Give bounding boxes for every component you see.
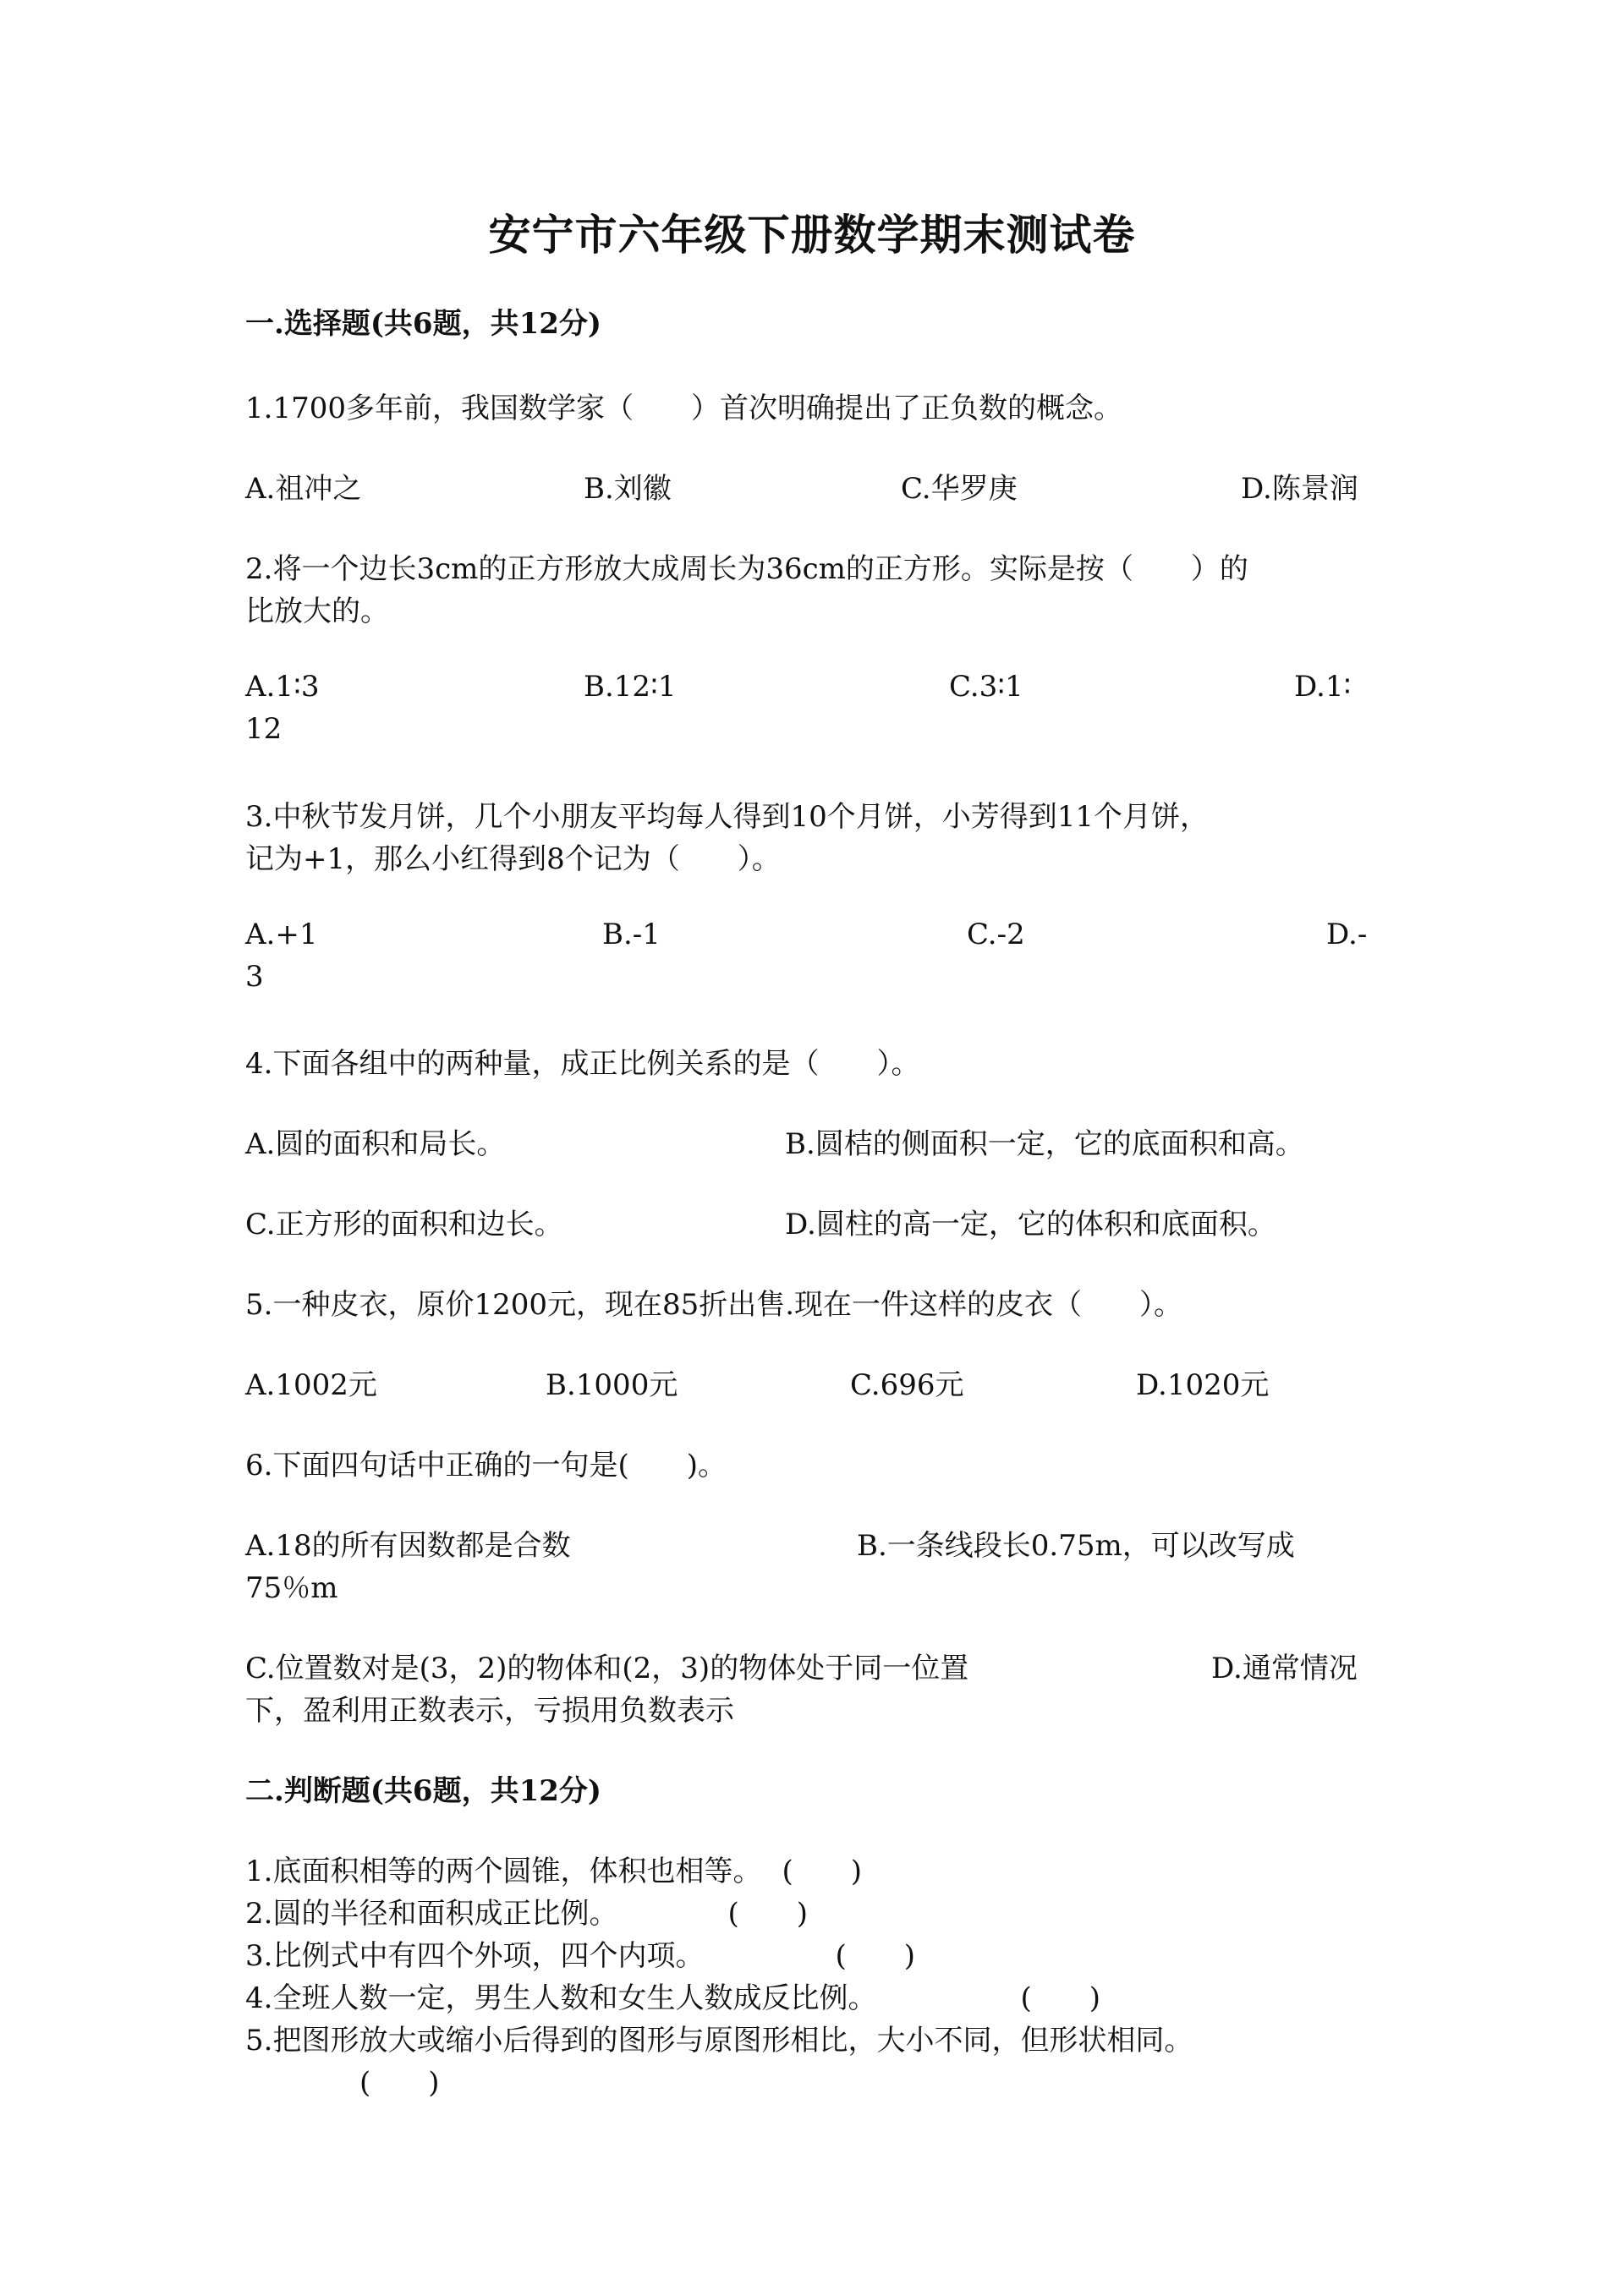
question-stem: 3.中秋节发月饼，几个小朋友平均每人得到10个月饼，小芳得到11个月饼， bbox=[245, 800, 1209, 834]
option-d-wrap: 3 bbox=[245, 960, 264, 994]
option-b: B.-1 bbox=[602, 918, 661, 951]
option-d: D.陈景润 bbox=[1241, 472, 1358, 506]
judgement-item bbox=[245, 1848, 862, 1889]
question-stem: 6.下面四句话中正确的一句是( )。 bbox=[245, 1449, 727, 1482]
judgement-text: 1.底面积相等的两个圆锥，体积也相等。 bbox=[245, 1855, 762, 1888]
answer-blank: ( ) bbox=[835, 1939, 915, 1973]
question-stem: 1.1700多年前，我国数学家（ ）首次明确提出了正负数的概念。 bbox=[245, 392, 1122, 425]
question-stem: 5.一种皮衣，原价1200元，现在85折出售.现在一件这样的皮衣（ ）。 bbox=[245, 1288, 1183, 1322]
question-stem: 2.将一个边长3cm的正方形放大成周长为36cm的正方形。实际是按（ ）的 bbox=[245, 552, 1248, 586]
option-b-wrap: 75％m bbox=[245, 1571, 338, 1605]
option-c: C.696元 bbox=[850, 1368, 964, 1402]
option-d: D.1020元 bbox=[1136, 1368, 1270, 1402]
option-c: C.-2 bbox=[967, 918, 1025, 951]
option-a: A.+1 bbox=[245, 918, 318, 951]
option-c: C.华罗庚 bbox=[901, 472, 1018, 506]
option-a: A.18的所有因数都是合数 bbox=[245, 1529, 571, 1563]
option-a: A.1∶3 bbox=[245, 670, 320, 704]
question-stem: 4.下面各组中的两种量，成正比例关系的是（ ）。 bbox=[245, 1047, 920, 1081]
judgement-item: 5.把图形放大或缩小后得到的图形与原图形相比，大小不同，但形状相同。 bbox=[245, 2024, 1193, 2058]
option-c: C.位置数对是(3，2)的物体和(2，3)的物体处于同一位置 bbox=[245, 1652, 969, 1685]
answer-blank: ( ) bbox=[359, 2066, 440, 2100]
answer-blank: ( ) bbox=[1020, 1981, 1100, 2015]
option-b: B.1000元 bbox=[546, 1368, 678, 1402]
option-d-wrap: 12 bbox=[245, 712, 283, 746]
judgement-item bbox=[245, 1890, 808, 1932]
section2-heading: 二.判断题(共6题，共12分) bbox=[245, 1774, 601, 1808]
question-stem-line2: 记为+1，那么小红得到8个记为（ ）。 bbox=[245, 842, 781, 876]
option-b: B.一条线段长0.75m，可以改写成 bbox=[857, 1529, 1295, 1563]
option-b: B.圆桔的侧面积一定，它的底面积和高。 bbox=[785, 1127, 1304, 1161]
judgement-text: 4.全班人数一定，男生人数和女生人数成反比例。 bbox=[245, 1981, 877, 2015]
option-d: D.通常情况 bbox=[1211, 1652, 1358, 1685]
option-a: A.圆的面积和局长。 bbox=[245, 1127, 506, 1161]
option-b: B.刘徽 bbox=[584, 472, 672, 506]
judgement-item bbox=[245, 1932, 915, 1974]
option-c: C.正方形的面积和边长。 bbox=[245, 1208, 563, 1241]
option-d: D.- bbox=[1326, 918, 1368, 951]
option-d: D.圆柱的高一定，它的体积和底面积。 bbox=[785, 1208, 1276, 1241]
judgement-text: 3.比例式中有四个外项，四个内项。 bbox=[245, 1939, 705, 1973]
answer-blank: ( ) bbox=[727, 1897, 808, 1931]
page-title: 安宁市六年级下册数学期末测试卷 bbox=[488, 210, 1136, 260]
question-stem-line2: 比放大的。 bbox=[245, 595, 389, 628]
judgement-item bbox=[245, 1975, 1100, 2016]
judgement-text: 2.圆的半径和面积成正比例。 bbox=[245, 1897, 618, 1931]
option-b: B.12∶1 bbox=[584, 670, 677, 704]
option-d-wrap: 下，盈利用正数表示，亏损用负数表示 bbox=[245, 1694, 734, 1728]
option-c: C.3∶1 bbox=[949, 670, 1023, 704]
option-a: A.1002元 bbox=[245, 1368, 377, 1402]
option-d: D.1∶ bbox=[1294, 670, 1352, 704]
answer-blank: ( ) bbox=[782, 1855, 862, 1888]
section1-heading: 一.选择题(共6题，共12分) bbox=[245, 307, 601, 341]
option-a: A.祖冲之 bbox=[245, 472, 362, 506]
